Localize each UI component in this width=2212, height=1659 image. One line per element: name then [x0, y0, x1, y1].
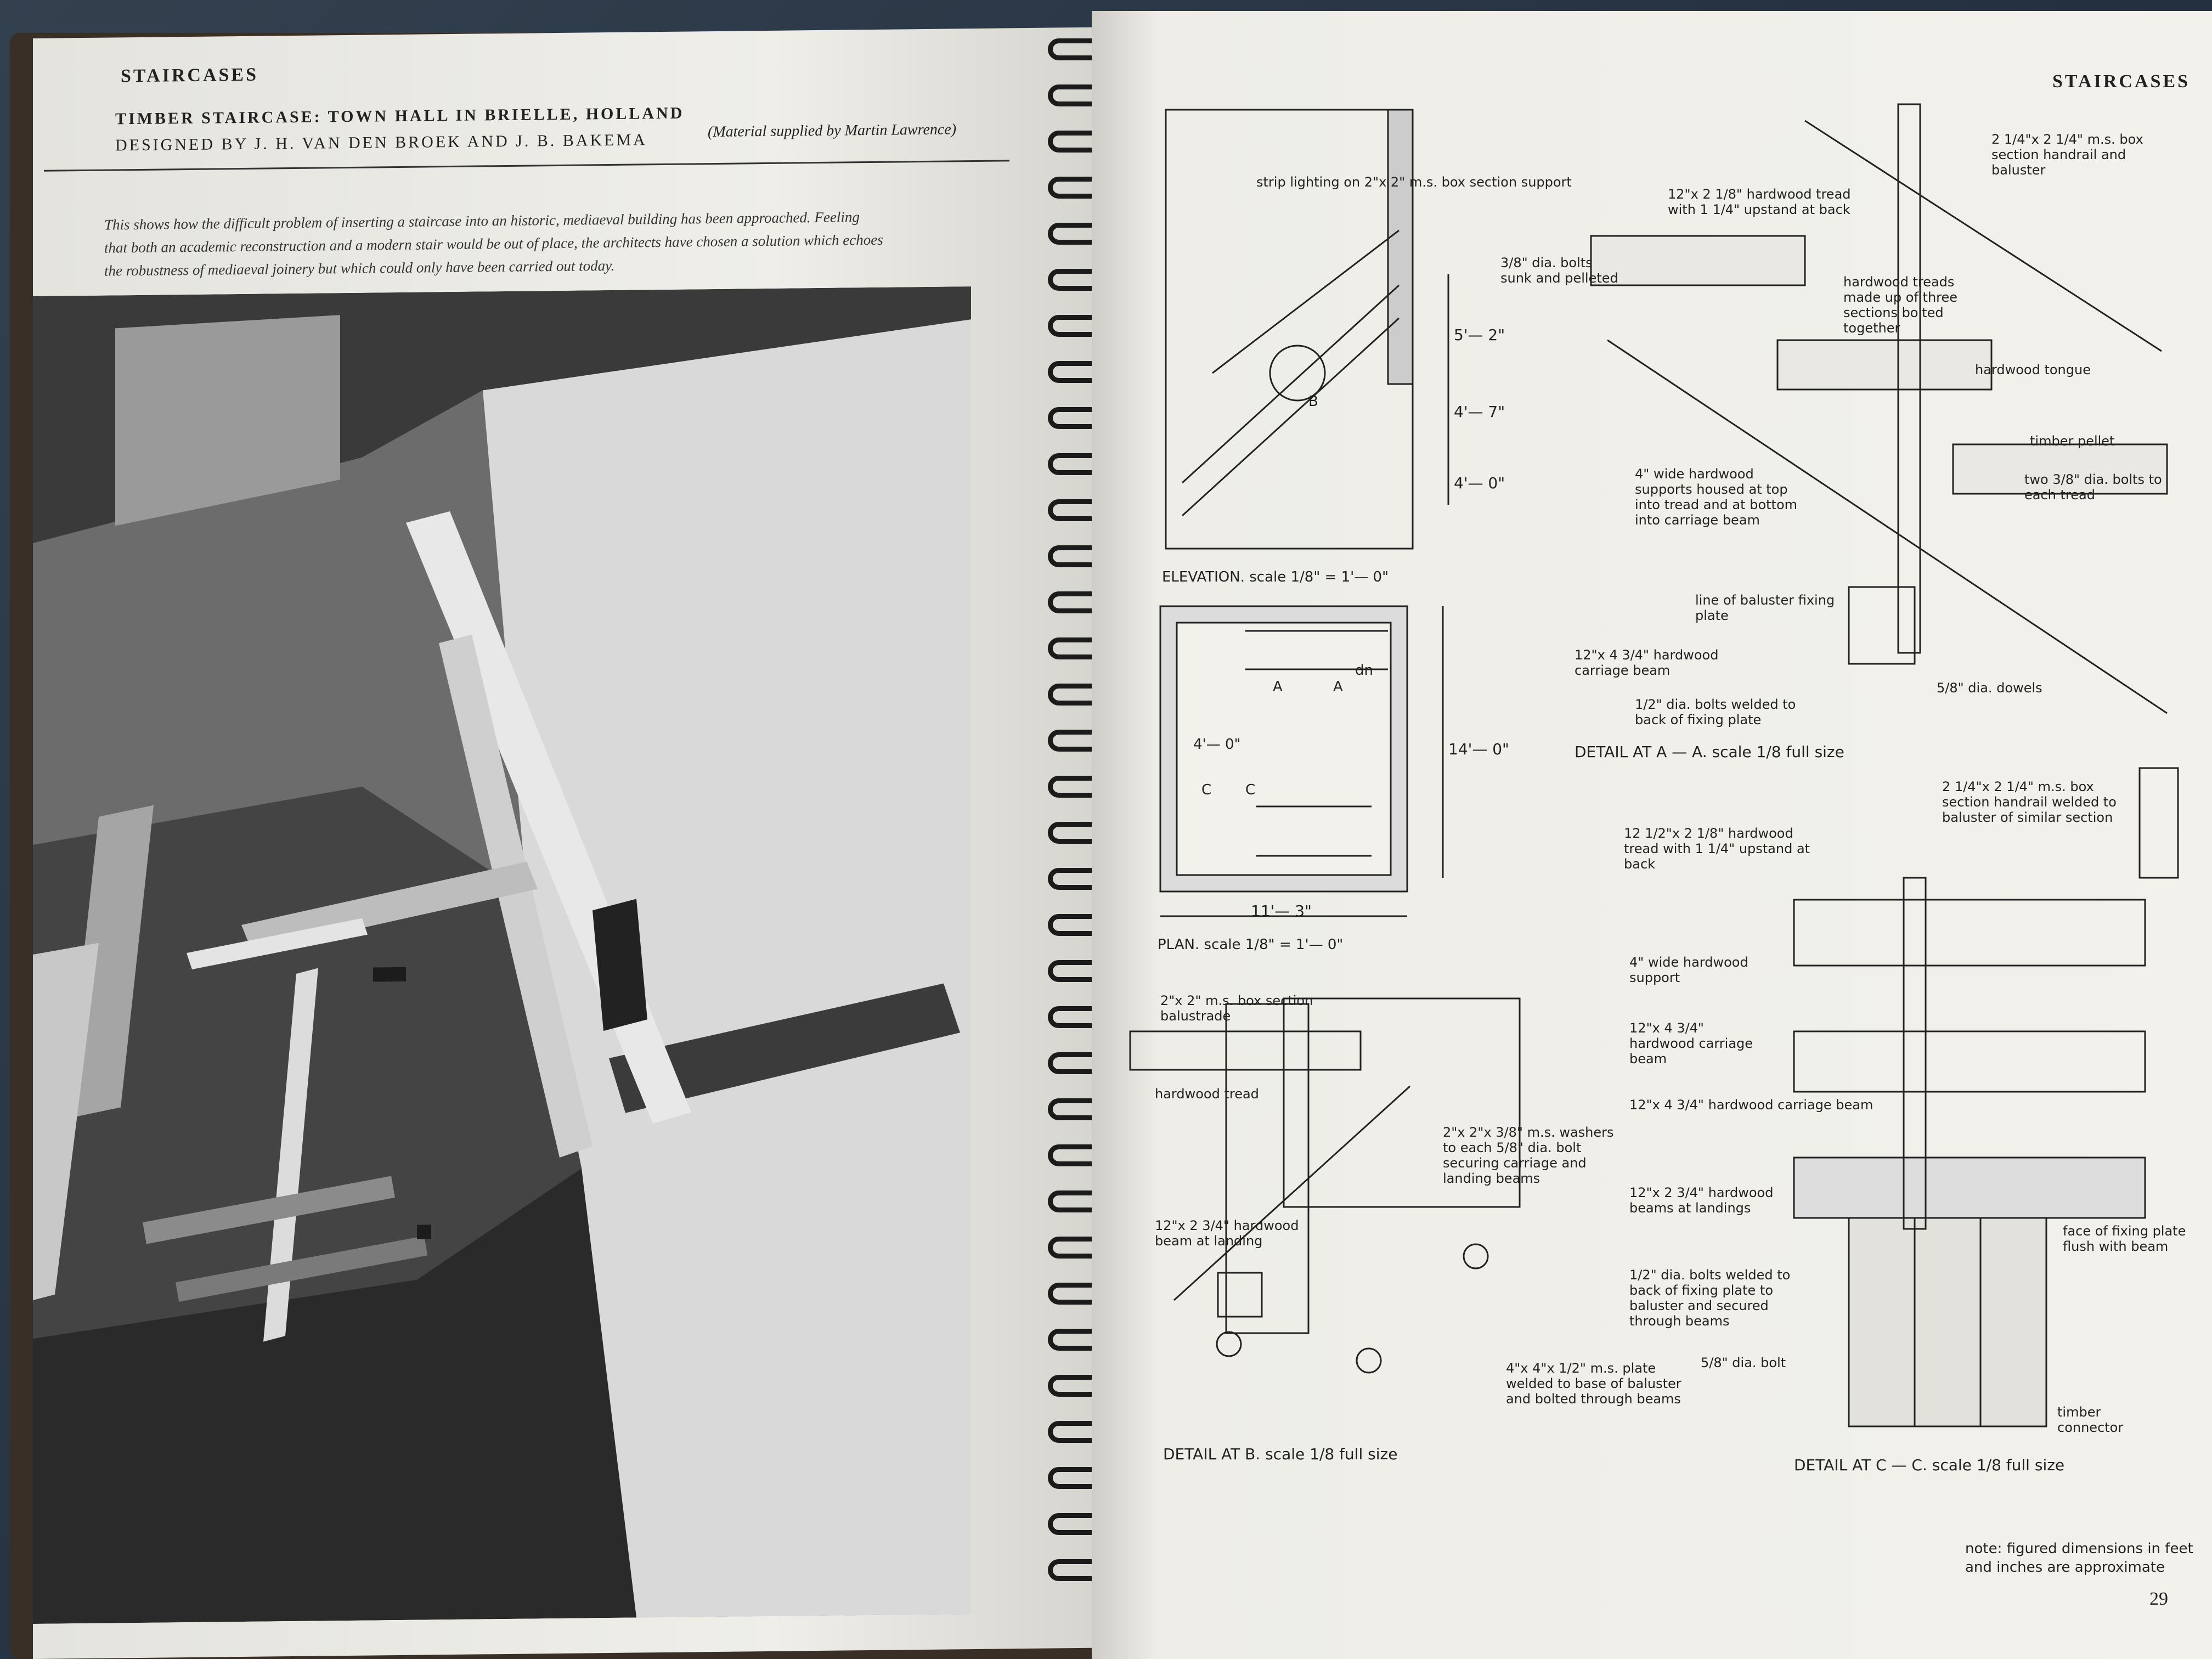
cc-label-handrail: 2 1/4"x 2 1/4" m.s. box section handrail welded to baluster of similar section [1942, 779, 2117, 825]
detail-b-caption: DETAIL AT B. scale 1/8 full size [1163, 1445, 1398, 1463]
plan-dim-14ft: 14'— 0" [1448, 740, 1509, 758]
running-head-left: STAIRCASES [121, 64, 259, 87]
dimensions-note: note: figured dimensions in feet and inches are approximate [1965, 1541, 2193, 1576]
plan-mark-c1: C [1201, 782, 1212, 798]
elevation-caption: ELEVATION. scale 1/8" = 1'— 0" [1162, 569, 1389, 585]
cc-label-tread: 12 1/2"x 2 1/8" hardwood tread with 1 1/4" upstand at back [1624, 826, 1810, 872]
cc-label-bolt: 5/8" dia. bolt [1701, 1355, 1786, 1370]
elevation-dim-2: 4'— 7" [1454, 403, 1505, 421]
material-credit: (Material supplied by Martin Lawrence) [708, 121, 957, 141]
cc-label-face: face of fixing plate flush with beam [2063, 1223, 2186, 1254]
cc-label-carriage-2: 12"x 4 3/4" hardwood carriage beam [1629, 1097, 1874, 1113]
b-label-washers: 2"x 2"x 3/8" m.s. washers to each 5/8" dia. bolt securing carriage and landing beams [1443, 1125, 1614, 1186]
cc-label-landings: 12"x 2 3/4" hardwood beams at landings [1629, 1185, 1774, 1216]
plan-mark-a1: A [1273, 679, 1283, 695]
staircase-photo [33, 286, 971, 1624]
detail-aa-labels [1092, 11, 2212, 1659]
b-label-plate: 4"x 4"x 1/2" m.s. plate welded to base of baluster and bolted through beams [1506, 1361, 1681, 1407]
right-page [1092, 11, 2212, 1659]
article-title: TIMBER STAIRCASE: TOWN HALL IN BRIELLE, HOLLAND [115, 104, 685, 128]
plan-mark-c2: C [1245, 782, 1256, 798]
page-number: 29 [2149, 1589, 2168, 1609]
detail-cc-caption: DETAIL AT C — C. scale 1/8 full size [1794, 1456, 2065, 1474]
plan-dim-11ft: 11'— 3" [1251, 902, 1312, 920]
elevation-dim-1: 5'— 2" [1454, 326, 1505, 344]
detail-aa-caption: DETAIL AT A — A. scale 1/8 full size [1575, 743, 1844, 761]
marker-b: B [1308, 393, 1318, 410]
cc-label-connector: timber connector [2057, 1404, 2124, 1435]
cc-label-carriage-1: 12"x 4 3/4" hardwood carriage beam [1629, 1020, 1753, 1066]
aa-label-two-bolts: two 3/8" dia. bolts to each tread [2024, 472, 2162, 503]
aa-label-tread: 12"x 2 1/8" hardwood tread with 1 1/4" upstand at back [1668, 187, 1851, 217]
plan-mark-dn: dn [1355, 662, 1373, 679]
b-label-balustrade: 2"x 2" m.s. box section balustrade [1160, 993, 1313, 1024]
plan-dim-4ft: 4'— 0" [1193, 736, 1241, 753]
aa-label-pellet: timber pellet [2030, 433, 2115, 449]
aa-label-treads-sections: hardwood treads made up of three sections bolted together [1843, 274, 1958, 336]
designers-line: DESIGNED BY J. H. VAN DEN BROEK AND J. B. BAKEMA [115, 131, 647, 155]
elevation-dim-3: 4'— 0" [1454, 474, 1505, 492]
aa-label-fixing-line: line of baluster fixing plate [1695, 592, 1835, 623]
aa-label-dowels: 5/8" dia. dowels [1937, 680, 2042, 696]
left-page [33, 27, 1092, 1659]
intro-paragraph: This shows how the difficult problem of inserting a staircase into an historic, mediaeval building has been approached. Feeling that both an academic reconstruction and a modern stair would be out of place, the architects have chosen a solution which echoes the robustness of mediaeval joinery but which could only have been carried out today. [104, 208, 883, 279]
aa-label-carriage: 12"x 4 3/4" hardwood carriage beam [1575, 647, 1719, 678]
b-label-landing-beam: 12"x 2 3/4" hardwood beam at landing [1155, 1218, 1299, 1249]
b-label-tread: hardwood tread [1155, 1086, 1259, 1102]
aa-label-handrail: 2 1/4"x 2 1/4" m.s. box section handrail and baluster [1991, 132, 2143, 178]
aa-label-tongue: hardwood tongue [1975, 362, 2091, 377]
cc-label-support: 4" wide hardwood support [1629, 955, 1748, 985]
running-head-right: STAIRCASES [2052, 71, 2190, 92]
aa-label-supports: 4" wide hardwood supports housed at top into tread and at bottom into carriage beam [1635, 466, 1798, 528]
aa-label-bolts: 3/8" dia. bolts sunk and pelleted [1500, 255, 1618, 286]
plan-caption: PLAN. scale 1/8" = 1'— 0" [1158, 936, 1344, 953]
plan-mark-a2: A [1333, 679, 1343, 695]
header-rule [44, 160, 1009, 171]
strip-lighting-label: strip lighting on 2"x 2" m.s. box section support [1256, 174, 1572, 190]
cc-label-welded-bolts: 1/2" dia. bolts welded to back of fixing plate to baluster and secured through beams [1629, 1267, 1791, 1329]
aa-label-welded-bolts: 1/2" dia. bolts welded to back of fixing plate [1635, 697, 1796, 727]
